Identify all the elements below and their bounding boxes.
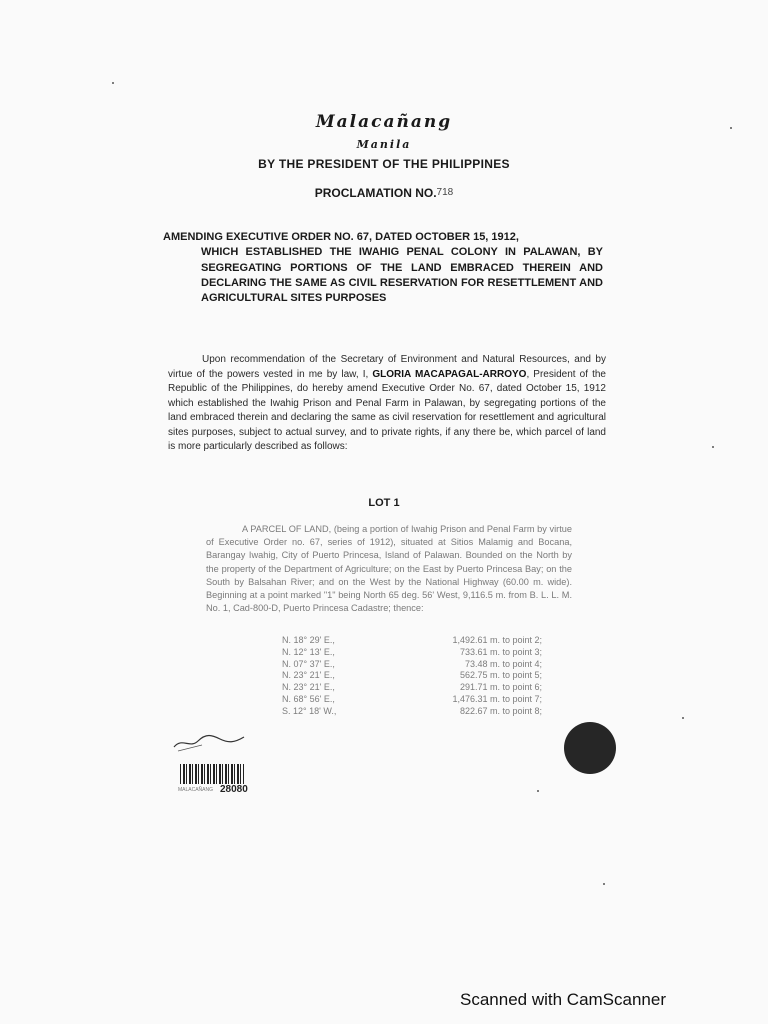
proclamation-heading bbox=[0, 186, 768, 200]
scan-speck bbox=[712, 446, 714, 448]
bearing-row bbox=[282, 647, 542, 659]
scan-speck bbox=[730, 127, 732, 129]
scan-speck bbox=[112, 82, 114, 84]
barcode-number: 28080 bbox=[220, 784, 248, 795]
bearing-direction: N. 18° 29' E., bbox=[282, 635, 335, 645]
president-name: GLORIA MACAPAGAL-ARROYO bbox=[372, 368, 527, 380]
bearing-row bbox=[282, 694, 542, 706]
hole-punch-mark bbox=[564, 722, 616, 774]
title-first-line: AMENDING EXECUTIVE ORDER NO. 67, DATED OCTOBER 15, 1912, bbox=[163, 231, 519, 243]
bearing-row bbox=[282, 706, 542, 718]
by-president-heading: BY THE PRESIDENT OF THE PHILIPPINES bbox=[258, 157, 510, 171]
bearing-row bbox=[282, 670, 542, 682]
seal-title: Malacañang bbox=[315, 112, 453, 132]
seal-city: Manila bbox=[356, 138, 412, 151]
bearing-row bbox=[282, 682, 542, 694]
bearing-direction: S. 12° 18' W., bbox=[282, 705, 337, 716]
body-continuation: , President of the Republic of the Philippines, do hereby amend Executive Order No. 67, dated October 15, 1912 which established the Iwahig Prison and Penal Farm in Palawan, by segregating portions of the land embraced therein and declaring the same as civil reservation for resettlement and agricultural sites purposes, subject to actual survey, and to private rights, if any there be, which parcel of land is more particularly described as follows: bbox=[168, 368, 606, 452]
bearing-distance: 822.67 m. to point 8; bbox=[459, 705, 542, 716]
bearing-row bbox=[282, 659, 542, 671]
bearing-distance: 73.48 m. to point 4; bbox=[464, 658, 542, 669]
bearing-direction: N. 68° 56' E., bbox=[282, 693, 335, 704]
bearing-distance: 291.71 m. to point 6; bbox=[459, 682, 542, 693]
scanner-watermark: Scanned with CamScanner bbox=[460, 990, 667, 1009]
scan-speck bbox=[537, 790, 539, 792]
bearing-direction: N. 23° 21' E., bbox=[282, 682, 335, 693]
scan-speck bbox=[682, 717, 684, 719]
bearing-direction: N. 23° 21' E., bbox=[282, 670, 335, 681]
bearing-direction: N. 12° 13' E., bbox=[282, 646, 335, 657]
lot-heading: LOT 1 bbox=[368, 497, 400, 509]
bearings-table bbox=[282, 635, 542, 718]
bearing-distance: 1,492.61 m. to point 2; bbox=[452, 635, 542, 645]
title-rest: WHICH ESTABLISHED THE IWAHIG PENAL COLONY IN PALAWAN, BY SEGREGATING PORTIONS OF THE LAND EMBRACED THEREIN AND DECLARING THE SAME AS CIVIL RESERVATION FOR RESETTLEMENT AND AGRICULTURAL SITES PURPOSES bbox=[201, 246, 603, 305]
body-paragraph bbox=[168, 353, 606, 455]
proclamation-title bbox=[163, 230, 603, 306]
bearing-direction: N. 07° 37' E., bbox=[282, 658, 335, 669]
body-intro: Upon recommendation of the Secretary of Environment and Natural Resources, and by virtue of the powers vested in me by law, I, bbox=[168, 354, 606, 380]
proclamation-number: 718 bbox=[436, 187, 454, 198]
bearing-distance: 562.75 m. to point 5; bbox=[459, 670, 542, 681]
bearing-distance: 733.61 m. to point 3; bbox=[459, 646, 542, 657]
scan-speck bbox=[603, 883, 605, 885]
signature-scribble bbox=[172, 729, 246, 755]
barcode-caption: MALACAÑANG bbox=[178, 787, 214, 793]
proclamation-label: PROCLAMATION NO. bbox=[314, 186, 437, 200]
barcode-stripes bbox=[180, 764, 244, 784]
lot-description: A PARCEL OF LAND, (being a portion of Iwahig Prison and Penal Farm by virtue of Executive Order no. 67, series of 1912), situated at Sitios Malamig and Bocana, Barangay Iwahig, City of Puerto Princesa, Island of Palawan. Bounded on the North by the property of the Department of Agriculture; on the East by Puerto Princesa Bay; on the South by Balsahan River; and on the West by the National Highway (60.00 m. wide). Beginning at a point marked "1" being North 65 deg. 56' West, 9,116.5 m. from B. L. L. M. No. 1, Cad-800-D, Puerto Princesa Cadastre; thence: bbox=[206, 524, 572, 614]
bearing-distance: 1,476.31 m. to point 7; bbox=[452, 693, 542, 704]
bearing-row bbox=[282, 635, 542, 647]
